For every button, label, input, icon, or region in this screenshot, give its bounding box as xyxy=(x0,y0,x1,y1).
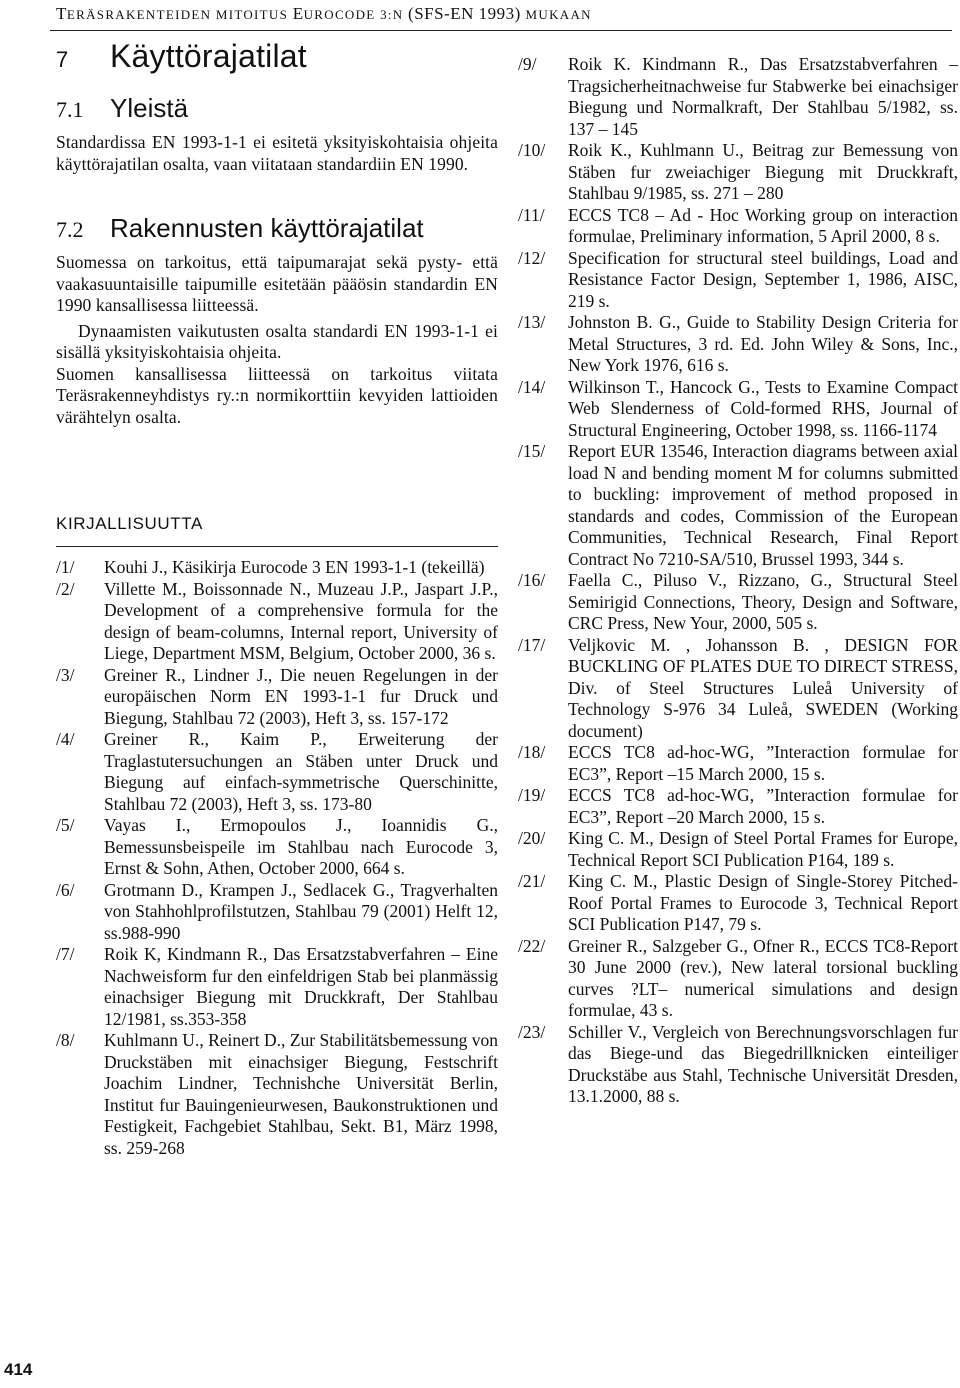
references-list-right xyxy=(518,54,958,1108)
reference-number: /22/ xyxy=(518,935,546,956)
reference-number: /16/ xyxy=(518,570,546,590)
reference-entry xyxy=(518,828,958,871)
reference-number: /8/ xyxy=(56,1030,75,1050)
reference-text: King C. M., Plastic Design of Single-Storey Pitched-Roof Portal Frames to Eurocode 3, Technical Report SCI Publication P147, 79 s. xyxy=(568,871,958,934)
section-heading-7-1 xyxy=(56,93,498,124)
reference-text: ECCS TC8 ad-hoc-WG, ”Interaction formulae for EC3”, Report –20 March 2000, 15 s. xyxy=(568,785,958,827)
reference-number: /11/ xyxy=(518,204,545,225)
reference-text: Wilkinson T., Hancock G., Tests to Examine Compact Web Slenderness of Cold-formed RHS, Journal of Structural Engineering, October 1998, ss. 1166-1174 xyxy=(568,376,958,440)
chapter-title: Käyttörajatilat xyxy=(110,38,307,74)
reference-entry xyxy=(518,742,958,785)
reference-entry xyxy=(518,312,958,377)
reference-number: /12/ xyxy=(518,247,546,268)
reference-entry xyxy=(518,54,958,140)
reference-entry xyxy=(518,377,958,442)
chapter-number: 7 xyxy=(56,47,69,72)
reference-text: Specification for structural steel buildings, Load and Resistance Factor Design, September 1, 1986, AISC, 219 s. xyxy=(568,247,958,311)
reference-entry xyxy=(518,785,958,828)
reference-entry xyxy=(518,936,958,1022)
reference-text: Schiller V., Vergleich von Berechnungsvorschlagen fur das Biege-und das Biegedrillknicken einteiliger Druckstäbe aus Stahl, Technische Universität Dresden, 13.1.2000, 88 s. xyxy=(568,1021,958,1106)
reference-number: /15/ xyxy=(518,441,546,461)
header-text: MUKAAN xyxy=(525,7,592,22)
header-text: E xyxy=(292,4,304,23)
right-column xyxy=(518,44,958,1108)
reference-text: Greiner R., Salzgeber G., Ofner R., ECCS TC8-Report 30 June 2000 (rev.), New lateral torsional buckling curves ?LT– numerical simulations and design formulae, 43 s. xyxy=(568,935,958,1020)
reference-entry xyxy=(56,665,498,730)
reference-entry xyxy=(56,880,498,945)
section-title: Rakennusten käyttörajatilat xyxy=(110,213,424,243)
chapter-heading xyxy=(56,38,498,75)
reference-entry xyxy=(56,579,498,665)
reference-entry xyxy=(56,944,498,1030)
reference-number: /19/ xyxy=(518,785,546,805)
header-text: UROCODE 3:N xyxy=(303,7,409,22)
reference-number: /2/ xyxy=(56,578,75,599)
header-text: T xyxy=(56,4,67,23)
reference-entry xyxy=(518,1022,958,1108)
reference-text: Grotmann D., Krampen J., Sedlacek G., Tragverhalten von Stahhohlprofilstutzen, Stahlbau 79 (2001) Helft 12, ss.988-990 xyxy=(104,879,498,943)
reference-text: Roik K., Kuhlmann U., Beitrag zur Bemessung von Stäben fur zweiachiger Biegung mit Druckkraft, Stahlbau 9/1985, ss. 271 – 280 xyxy=(568,140,958,203)
section-7-2-paragraph-1: Suomessa on tarkoitus, että taipumarajat sekä pysty- että vaakasuuntaisille taipumille esitetään pääösin standardin EN 1990 kansallisessa liitteessä. xyxy=(56,252,498,315)
reference-entry xyxy=(518,871,958,936)
reference-text: Kuhlmann U., Reinert D., Zur Stabilitätsbemessung von Druckstäben mit einachsiger Biegung, Festschrift Joachim Lindner, Technishche Universität Berlin, Institut fur Bauingenieurwesen, Baukonstruktionen und Festigkeit, Fachgebiet Stahlbau, Sekt. B1, März 1998, ss. 259-268 xyxy=(104,1030,498,1158)
reference-number: /6/ xyxy=(56,879,75,900)
reference-number: /9/ xyxy=(518,54,537,74)
section-number: 7.1 xyxy=(56,97,84,122)
reference-entry xyxy=(518,570,958,635)
section-number: 7.2 xyxy=(56,217,84,242)
reference-entry xyxy=(56,729,498,815)
reference-text: ECCS TC8 – Ad - Hoc Working group on interaction formulae, Preliminary information, 5 April 2000, 8 s. xyxy=(568,204,958,246)
reference-number: /21/ xyxy=(518,871,546,891)
reference-text: Kouhi J., Käsikirja Eurocode 3 EN 1993-1-1 (tekeillä) xyxy=(104,557,485,577)
reference-number: /4/ xyxy=(56,729,75,749)
reference-number: /23/ xyxy=(518,1021,546,1042)
reference-number: /5/ xyxy=(56,815,75,835)
reference-number: /18/ xyxy=(518,742,546,762)
left-column xyxy=(56,34,498,1159)
reference-number: /14/ xyxy=(518,376,546,397)
reference-number: /7/ xyxy=(56,944,75,964)
reference-entry xyxy=(518,140,958,205)
reference-entry xyxy=(518,635,958,743)
reference-number: /10/ xyxy=(518,140,546,160)
reference-number: /17/ xyxy=(518,634,546,655)
header-text: ERÄSRAKENTEIDEN MITOITUS xyxy=(66,7,293,22)
reference-text: Roik K, Kindmann R., Das Ersatzstabverfahren – Eine Nachweisform fur den einfeldrigen Stab bei planmässig einachsiger Biegung mit Druckkraft, Der Stahlbau 12/1981, ss.353-358 xyxy=(104,944,498,1029)
reference-entry xyxy=(518,248,958,313)
running-header xyxy=(56,4,592,24)
reference-text: Vayas I., Ermopoulos J., Ioannidis G., Bemessunsbeispeile im Stahlbau nach Eurocode 3, Ernst & Sohn, Athen, October 2000, 664 s. xyxy=(104,815,498,878)
reference-text: Greiner R., Kaim P., Erweiterung der Traglastutersuchungen an Stäben unter Druck und Biegung auf einfach-symmetrische Querschinitte, Stahlbau 72 (2003), Heft 3, ss. 173-80 xyxy=(104,729,498,814)
section-7-2-paragraph-2: Dynaamisten vaikutusten osalta standardi EN 1993-1-1 ei sisällä yksityiskohtaisia ohjeita. xyxy=(56,320,498,362)
reference-entry xyxy=(56,1030,498,1159)
references-heading: KIRJALLISUUTTA xyxy=(56,514,498,547)
reference-text: Johnston B. G., Guide to Stability Design Criteria for Metal Structures, 3 rd. Ed. John Wiley & Sons, Inc., New York 1976, 616 s. xyxy=(568,312,958,375)
reference-text: King C. M., Design of Steel Portal Frames for Europe, Technical Report SCI Publication P164, 189 s. xyxy=(568,828,958,870)
header-rule xyxy=(50,30,952,31)
section-heading-7-2 xyxy=(56,213,498,244)
reference-number: /13/ xyxy=(518,312,546,332)
reference-text: Villette M., Boissonnade N., Muzeau J.P., Jaspart J.P., Development of a comprehensive formula for the design of beam-columns, Internal report, University of Liege, Department MSM, Belgium, October 2000, 36 s. xyxy=(104,578,498,663)
reference-entry xyxy=(518,205,958,248)
reference-text: Roik K. Kindmann R., Das Ersatzstabverfahren – Tragsicherheitnachweise fur Stabwerke bei einachsiger Biegung und Normalkraft, Der Stahlbau 5/1982, ss. 137 – 145 xyxy=(568,54,958,139)
reference-entry xyxy=(56,557,498,579)
section-title: Yleistä xyxy=(110,93,189,123)
reference-entry xyxy=(518,441,958,570)
section-7-2-paragraph-3: Suomen kansallisessa liitteessä on tarkoitus viitata Teräsrakenneyhdistys ry.:n normikorttiin kevyiden lattioiden värähtelyn osalta. xyxy=(56,363,498,427)
reference-number: /20/ xyxy=(518,828,546,848)
reference-text: Faella C., Piluso V., Rizzano, G., Structural Steel Semirigid Connections, Theory, Design and Software, CRC Press, New Your, 2000, 505 s. xyxy=(568,570,958,633)
reference-text: Veljkovic M. , Johansson B. , DESIGN FOR BUCKLING OF PLATES DUE TO DIRECT STRESS, Div. of Steel Structures Luleå University of Technology S-976 34 Luleå, SWEDEN (Working document) xyxy=(568,634,958,741)
reference-text: Greiner R., Lindner J., Die neuen Regelungen in der europäischen Norm EN 1993-1-1 fur Druck und Biegung, Stahlbau 72 (2003), Heft 3, ss. 157-172 xyxy=(104,664,498,728)
reference-text: Report EUR 13546, Interaction diagrams between axial load N and bending moment M for columns submitted to buckling: improvement of method proposed in standards and codes, Commission of the European Communities, Technical Research, Final Report Contract No 7210-SA/510, Brussel 1993, 344 s. xyxy=(568,441,958,569)
reference-entry xyxy=(56,815,498,880)
reference-number: /1/ xyxy=(56,557,75,577)
reference-number: /3/ xyxy=(56,664,75,685)
reference-text: ECCS TC8 ad-hoc-WG, ”Interaction formulae for EC3”, Report –15 March 2000, 15 s. xyxy=(568,742,958,784)
header-text: (SFS-EN 1993) xyxy=(408,4,526,23)
page-number: 414 xyxy=(4,1360,33,1379)
section-7-1-paragraph: Standardissa EN 1993-1-1 ei esitetä yksityiskohtaisia ohjeita käyttörajatilan osalta, vaan viitataan standardiin EN 1990. xyxy=(56,132,498,174)
references-list-left xyxy=(56,557,498,1159)
